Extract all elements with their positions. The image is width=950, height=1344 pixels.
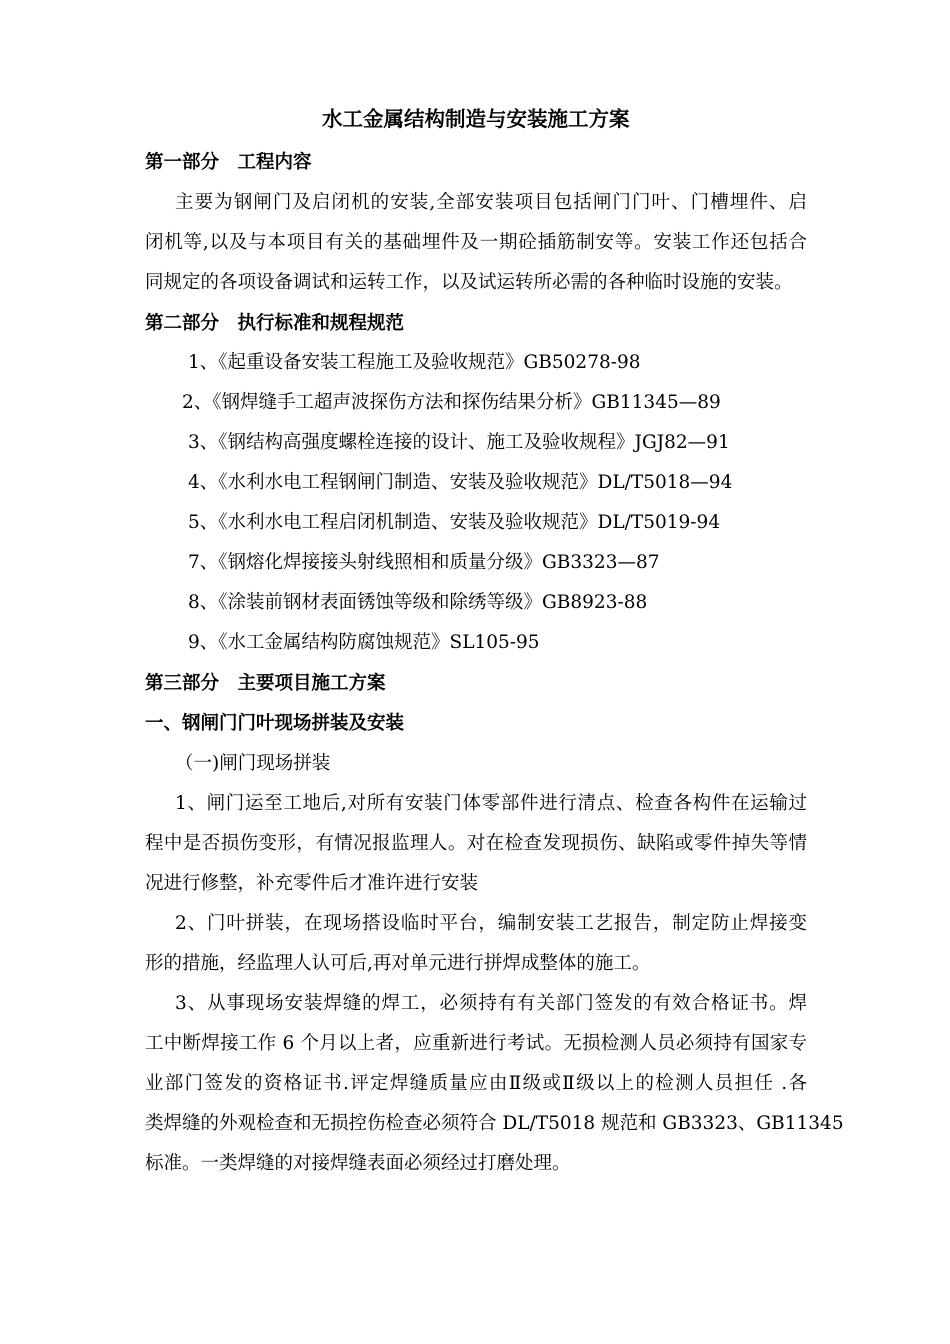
standard-item: 5、《水利水电工程启闭机制造、安装及验收规范》DL/T5019-94 — [188, 512, 721, 533]
item3-line-3: 业部门签发的资格证书.评定焊缝质量应由Ⅱ级或Ⅱ级以上的检测人员担任 .各 — [145, 1073, 807, 1094]
section1-heading: 一、钢闸门门叶现场拼装及安装 — [145, 713, 405, 734]
part1-paragraph-line-1: 主要为钢闸门及启闭机的安装,全部安装项目包括闸门门叶、门槽埋件、启 — [175, 192, 807, 213]
subsection-heading: （一)闸门现场拼装 — [175, 753, 331, 774]
item3-line-2: 工中断焊接工作 6 个月以上者，应重新进行考试。无损检测人员必须持有国家专 — [145, 1033, 807, 1054]
item2-line-2: 形的措施，经监理人认可后,再对单元进行拼焊成整体的施工。 — [145, 953, 651, 974]
standard-item: 2、《钢焊缝手工超声波探伤方法和探伤结果分析》GB11345—89 — [182, 392, 721, 413]
item3-line-4: 类焊缝的外观检查和无损控伤检查必须符合 DL/T5018 规范和 GB3323、GB11345 — [145, 1113, 844, 1134]
standard-item: 9、《水工金属结构防腐蚀规范》SL105-95 — [188, 632, 540, 653]
standard-item: 4、《水利水电工程钢闸门制造、安装及验收规范》DL/T5018—94 — [188, 472, 733, 493]
item3-line-1: 3、从事现场安装焊缝的焊工，必须持有有关部门签发的有效合格证书。焊 — [175, 993, 807, 1014]
standard-item: 7、《钢熔化焊接接头射线照相和质量分级》GB3323—87 — [188, 552, 660, 573]
part1-paragraph-line-3: 同规定的各项设备调试和运转工作，以及试运转所必需的各种临时设施的安装。 — [145, 272, 793, 293]
item1-line-2: 程中是否损伤变形，有情况报监理人。对在检查发现损伤、缺陷或零件掉失等情 — [145, 833, 807, 854]
item3-line-5: 标准。一类焊缝的对接焊缝表面必须经过打磨处理。 — [145, 1153, 571, 1174]
document-title: 水工金属结构制造与安装施工方案 — [322, 107, 630, 131]
item1-line-1: 1、闸门运至工地后,对所有安装门体零部件进行清点、检查各构件在运输过 — [175, 793, 807, 814]
part2-heading: 第二部分 执行标准和规程规范 — [145, 313, 405, 334]
standard-item: 3、《钢结构高强度螺栓连接的设计、施工及验收规程》JGJ82—91 — [188, 432, 730, 453]
part3-heading: 第三部分 主要项目施工方案 — [145, 673, 386, 694]
part1-paragraph-line-2: 闭机等,以及与本项目有关的基础埋件及一期砼插筋制安等。安装工作还包括合 — [145, 232, 807, 253]
part1-heading: 第一部分 工程内容 — [145, 152, 312, 173]
standard-item: 1、《起重设备安装工程施工及验收规范》GB50278-98 — [188, 352, 641, 373]
standard-item: 8、《涂装前钢材表面锈蚀等级和除绣等级》GB8923-88 — [188, 592, 648, 613]
item1-line-3: 况进行修整，补充零件后才准许进行安装 — [145, 873, 479, 894]
item2-line-1: 2、门叶拼装，在现场搭设临时平台，编制安装工艺报告，制定防止焊接变 — [175, 913, 807, 934]
